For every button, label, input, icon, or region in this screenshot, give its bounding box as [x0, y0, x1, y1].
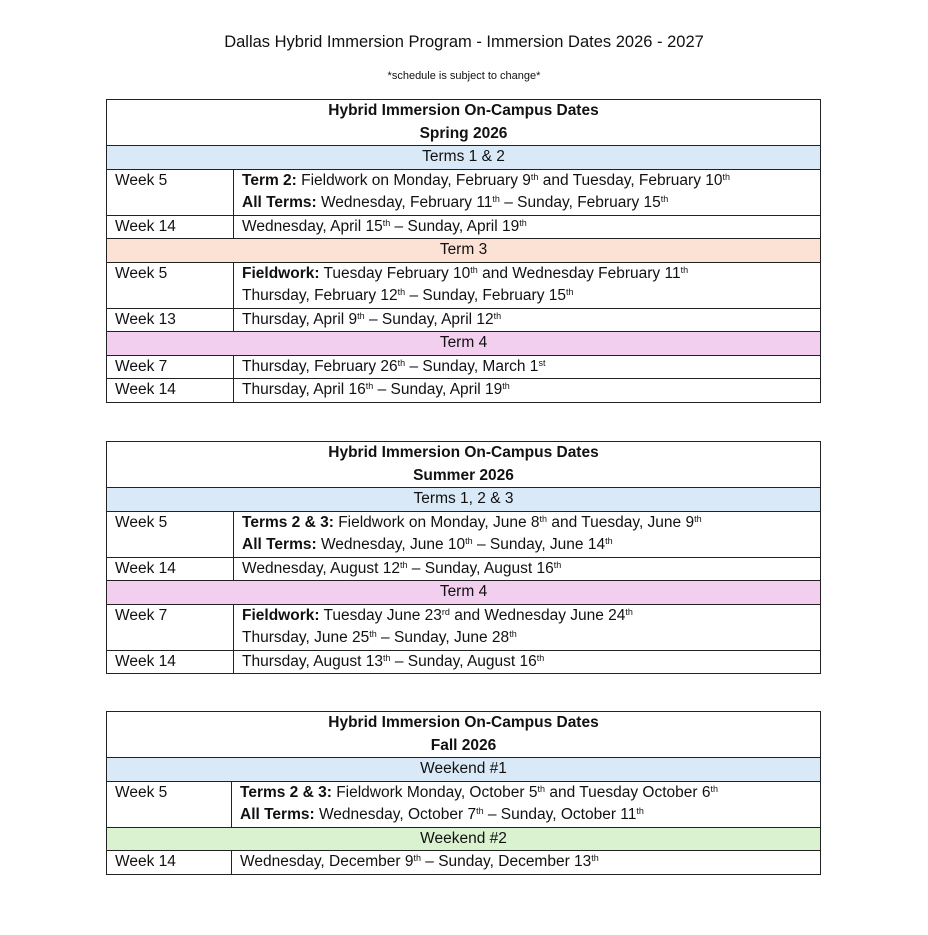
term-band-row [107, 758, 821, 782]
date-text: Wednesday, August 12 [242, 559, 400, 577]
date-text: Tuesday June 23 [319, 606, 442, 624]
term-band: Weekend #2 [107, 827, 821, 851]
date-text: Thursday, April 9 [242, 310, 358, 328]
dates-cell [234, 511, 821, 557]
date-text: Wednesday, February 11 [316, 194, 493, 211]
date-text: – Sunday, February 15 [405, 287, 567, 304]
ordinal-suffix: th [383, 652, 391, 663]
ordinal-suffix: th [493, 310, 502, 321]
week-cell: Week 5 [107, 781, 232, 827]
schedule-table [106, 99, 821, 403]
table-header [107, 712, 821, 758]
table-row [107, 511, 821, 557]
date-text: – Sunday, August 16 [407, 559, 554, 577]
date-line [242, 605, 812, 628]
table-row [107, 262, 821, 308]
ordinal-suffix: th [710, 783, 718, 794]
ordinal-suffix: th [530, 171, 539, 182]
dates-cell [234, 650, 821, 674]
table-row [107, 169, 821, 215]
ordinal-suffix: th [553, 559, 562, 570]
date-text: Thursday, February 26 [242, 357, 398, 375]
term-band-row [107, 332, 821, 356]
ordinal-suffix: rd [441, 606, 450, 617]
ordinal-suffix: th [539, 513, 548, 524]
term-band: Terms 1, 2 & 3 [107, 488, 821, 512]
ordinal-suffix: th [382, 217, 391, 228]
week-cell: Week 13 [107, 308, 234, 332]
date-label: Terms 2 & 3: [240, 783, 332, 801]
date-line [242, 263, 812, 286]
table-title: Hybrid Immersion On-Campus Dates [328, 444, 599, 461]
term-band: Weekend #1 [107, 758, 821, 782]
date-text: – Sunday, April 12 [364, 310, 494, 328]
date-text: Wednesday, April 15 [242, 217, 383, 235]
date-text: and Tuesday, February 10 [538, 171, 723, 189]
date-line [242, 170, 812, 193]
date-line [242, 285, 812, 308]
date-label: All Terms: [242, 194, 317, 211]
ordinal-suffix: th [519, 217, 527, 228]
table-row [107, 308, 821, 332]
date-text: Thursday, February 12 [242, 287, 398, 304]
date-label: Fieldwork: [242, 264, 320, 282]
date-label: Terms 2 & 3: [242, 513, 334, 531]
table-header [107, 442, 821, 488]
date-text: Fieldwork on Monday, February 9 [296, 171, 531, 189]
schedule-note: *schedule is subject to change* [387, 70, 541, 82]
dates-cell [234, 262, 821, 308]
ordinal-suffix: th [369, 629, 377, 639]
date-label: All Terms: [240, 806, 315, 823]
date-text: – Sunday, October 11 [483, 806, 637, 823]
date-line [240, 804, 812, 827]
date-line [242, 534, 812, 557]
date-text: – Sunday, June 14 [472, 536, 606, 553]
week-cell: Week 14 [107, 215, 234, 239]
week-cell: Week 14 [107, 379, 234, 403]
ordinal-suffix: th [636, 806, 644, 816]
dates-cell [234, 557, 821, 581]
ordinal-suffix: th [591, 853, 599, 863]
date-text: Thursday, April 16 [242, 381, 366, 398]
week-cell: Week 5 [107, 262, 234, 308]
week-cell: Week 5 [107, 511, 234, 557]
dates-cell [234, 169, 821, 215]
table-row [107, 851, 821, 875]
term-band: Term 3 [107, 239, 821, 263]
dates-cell [234, 308, 821, 332]
dates-cell [232, 851, 821, 875]
ordinal-suffix: th [399, 559, 408, 570]
date-text: and Wednesday February 11 [477, 264, 681, 282]
ordinal-suffix: th [537, 783, 546, 794]
term-band-row [107, 488, 821, 512]
ordinal-suffix: th [465, 536, 473, 546]
date-text: – Sunday, April 19 [390, 217, 520, 235]
date-text: Wednesday, June 10 [316, 536, 466, 553]
date-text: – Sunday, April 19 [373, 381, 503, 398]
date-text: Fieldwork on Monday, June 8 [333, 513, 540, 531]
table-title: Hybrid Immersion On-Campus Dates [328, 102, 599, 119]
date-line [242, 192, 812, 215]
date-text: – Sunday, August 16 [390, 652, 537, 670]
ordinal-suffix: th [605, 536, 613, 546]
dates-cell [234, 604, 821, 650]
table-row [107, 355, 821, 379]
date-text: – Sunday, February 15 [499, 194, 661, 211]
term-band-row [107, 239, 821, 263]
date-label: Term 2: [242, 171, 297, 189]
ordinal-suffix: th [660, 194, 669, 204]
document-title: Dallas Hybrid Immersion Program - Immersion Dates 2026 - 2027 [224, 33, 704, 51]
week-cell: Week 14 [107, 650, 234, 674]
term-band: Terms 1 & 2 [107, 146, 821, 170]
table-row [107, 379, 821, 403]
week-cell: Week 7 [107, 355, 234, 379]
week-cell: Week 7 [107, 604, 234, 650]
term-band-row [107, 146, 821, 170]
date-label: Fieldwork: [242, 606, 320, 624]
date-line [242, 379, 812, 402]
ordinal-suffix: st [538, 357, 546, 368]
date-line [242, 216, 812, 239]
table-title: Hybrid Immersion On-Campus Dates [328, 714, 599, 731]
week-cell: Week 14 [107, 851, 232, 875]
ordinal-suffix: th [509, 629, 517, 639]
ordinal-suffix: th [413, 853, 421, 863]
table-row [107, 604, 821, 650]
date-line [242, 627, 812, 650]
term-band-row [107, 581, 821, 605]
ordinal-suffix: th [470, 264, 478, 275]
ordinal-suffix: th [365, 381, 374, 391]
date-text: and Tuesday October 6 [545, 783, 711, 801]
date-line [242, 651, 812, 674]
dates-cell [232, 781, 821, 827]
date-line [242, 309, 812, 332]
ordinal-suffix: th [722, 171, 731, 182]
date-line [242, 558, 812, 581]
date-line [240, 851, 812, 874]
ordinal-suffix: th [536, 652, 545, 663]
week-cell: Week 5 [107, 169, 234, 215]
season-title: Spring 2026 [419, 124, 508, 142]
table-row [107, 650, 821, 674]
date-line [240, 782, 812, 805]
date-text: and Wednesday June 24 [449, 606, 626, 624]
term-band-row [107, 827, 821, 851]
table-header [107, 100, 821, 146]
schedule-table [106, 711, 821, 875]
ordinal-suffix: th [397, 287, 406, 297]
date-text: Thursday, June 25 [242, 629, 370, 646]
ordinal-suffix: th [680, 264, 689, 275]
date-text: Fieldwork Monday, October 5 [331, 783, 538, 801]
date-line [242, 356, 812, 379]
week-cell: Week 14 [107, 557, 234, 581]
date-line [242, 512, 812, 535]
ordinal-suffix: th [476, 806, 484, 816]
table-row [107, 557, 821, 581]
season-title: Fall 2026 [430, 736, 497, 754]
date-text: Wednesday, October 7 [314, 806, 477, 823]
date-text: – Sunday, June 28 [376, 629, 510, 646]
ordinal-suffix: th [625, 606, 633, 617]
term-band: Term 4 [107, 332, 821, 356]
ordinal-suffix: th [694, 513, 702, 524]
table-row [107, 215, 821, 239]
ordinal-suffix: th [357, 310, 365, 321]
date-text: – Sunday, December 13 [420, 853, 592, 870]
ordinal-suffix: th [397, 357, 406, 368]
dates-cell [234, 215, 821, 239]
ordinal-suffix: th [502, 381, 510, 391]
ordinal-suffix: th [492, 194, 500, 204]
date-text: Wednesday, December 9 [240, 853, 414, 870]
date-text: – Sunday, March 1 [405, 357, 539, 375]
term-band: Term 4 [107, 581, 821, 605]
dates-cell [234, 355, 821, 379]
date-label: All Terms: [242, 536, 317, 553]
table-row [107, 781, 821, 827]
date-text: and Tuesday, June 9 [547, 513, 695, 531]
ordinal-suffix: th [566, 287, 574, 297]
schedule-table [106, 441, 821, 674]
date-text: Thursday, August 13 [242, 652, 384, 670]
season-title: Summer 2026 [413, 466, 514, 484]
date-text: Tuesday February 10 [319, 264, 471, 282]
dates-cell [234, 379, 821, 403]
